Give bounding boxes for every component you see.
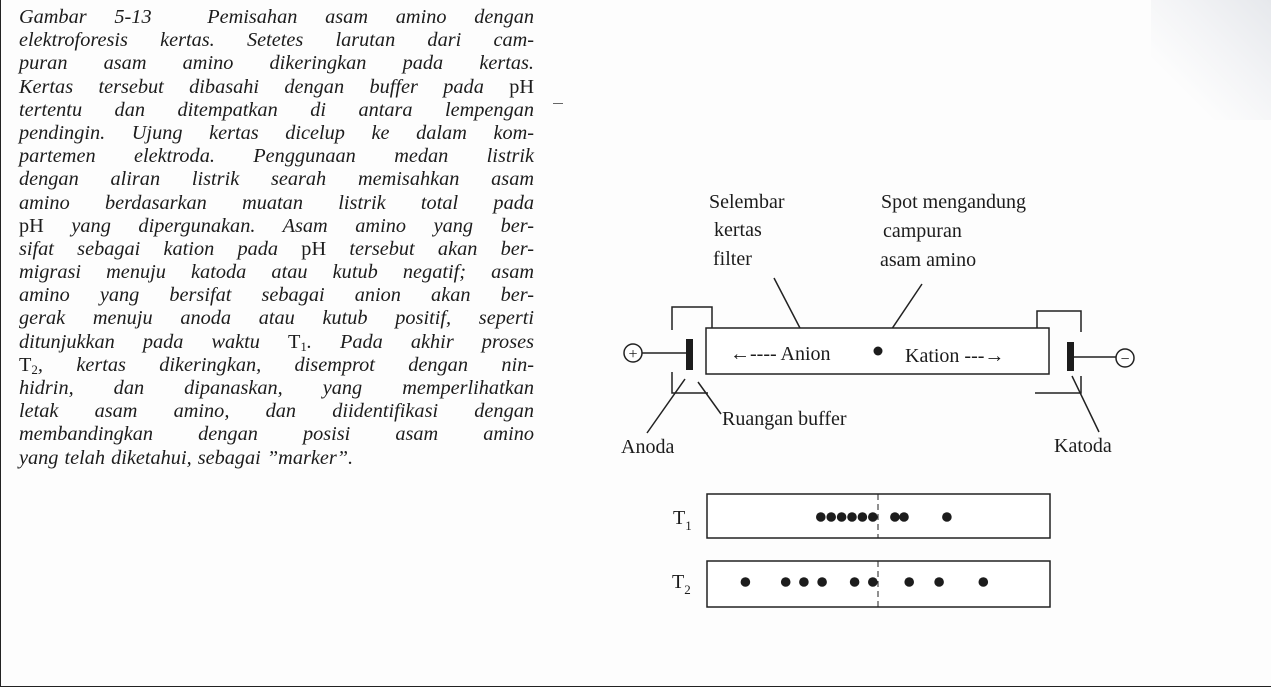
caption-line: dengan aliran listrik searah memisahkan asam xyxy=(19,168,534,191)
strip-t1-spot xyxy=(826,512,836,522)
strip-t1-spot xyxy=(890,512,900,522)
label-spot-line1: Spot mengandung xyxy=(881,191,1026,213)
plus-sign: + xyxy=(628,346,638,363)
sample-spot xyxy=(874,347,883,356)
strip-t2-spot xyxy=(741,577,751,587)
caption-line: Kertas tersebut dibasahi dengan buffer pada pH xyxy=(19,75,535,98)
label-paper-line2: kertas xyxy=(714,219,762,241)
strip-t2-label: $T_2$ xyxy=(672,571,691,597)
strip-t2-spot xyxy=(799,577,809,587)
strip-t1-spot xyxy=(868,512,878,522)
label-spot-line2: campuran xyxy=(883,220,962,242)
caption-line: amino berdasarkan muatan listrik total pada xyxy=(19,191,534,214)
label-paper-line3: filter xyxy=(713,248,752,270)
strip-t1-spot xyxy=(942,512,952,522)
label-katoda: Katoda xyxy=(1054,435,1112,457)
pointer-buffer xyxy=(698,382,721,414)
caption-line: membandingkan dengan posisi asam amino xyxy=(19,423,534,446)
caption-line: $T_2$, kertas dikeringkan, disemprot dengan nin- xyxy=(19,353,534,377)
strip-t2-spot xyxy=(904,577,914,587)
caption-line: letak asam amino, dan diidentifikasi dengan xyxy=(19,400,534,423)
label-buffer: Ruangan buffer xyxy=(722,408,847,430)
label-anoda: Anoda xyxy=(621,436,675,458)
caption-line: sifat sebagai kation pada pH tersebut akan ber- xyxy=(19,237,534,260)
buffer-chamber-right-bottom xyxy=(1035,376,1081,393)
electrophoresis-diagram xyxy=(1,0,1271,686)
strip-t1-spot xyxy=(847,512,857,522)
caption-line: migrasi menuju katoda atau kutub negatif; asam xyxy=(19,261,534,284)
strip-t2-spot xyxy=(979,577,989,587)
caption-line: elektroforesis kertas. Setetes larutan dari cam- xyxy=(19,29,534,52)
minus-sign: − xyxy=(1120,351,1130,368)
label-paper-line1: Selembar xyxy=(709,191,785,213)
anion-arrow-label: ←---- Anion xyxy=(730,343,831,365)
caption-line: tertentu dan ditempatkan di antara lempengan xyxy=(19,98,534,121)
caption-line: pH yang dipergunakan. Asam amino yang ber- xyxy=(19,214,534,237)
pointer-anoda xyxy=(647,379,685,433)
strip-t2-spot xyxy=(781,577,791,587)
caption-line: puran asam amino dikeringkan pada kertas. xyxy=(19,52,534,75)
strip-t2-spot xyxy=(850,577,860,587)
caption-line: partemen elektroda. Penggunaan medan listrik xyxy=(19,145,534,168)
caption-line: ditunjukkan pada waktu $T_1$. Pada akhir proses xyxy=(19,330,534,354)
caption-line: yang telah diketahui, sebagai ”marker”. xyxy=(19,446,354,469)
cathode-plate xyxy=(1067,342,1074,371)
pointer-katoda xyxy=(1072,376,1099,432)
strip-t1-spot xyxy=(837,512,847,522)
pointer-paper xyxy=(774,278,801,330)
strip-t1-spot xyxy=(858,512,868,522)
caption-line: Gambar 5-13 Pemisahan asam amino dengan xyxy=(19,6,534,28)
caption-line: amino yang bersifat sebagai anion akan ber- xyxy=(19,284,534,307)
strip-t1-spot xyxy=(816,512,826,522)
caption-line: gerak menuju anoda atau kutub positif, seperti xyxy=(19,307,534,330)
caption-line: hidrin, dan dipanaskan, yang memperlihatkan xyxy=(19,377,534,399)
strip-t1-spot xyxy=(899,512,909,522)
label-spot-line3: asam amino xyxy=(880,249,977,271)
buffer-chamber-left-top xyxy=(672,307,712,330)
strip-t2-spot xyxy=(868,577,878,587)
anode-plate xyxy=(686,339,693,370)
kation-arrow-label: Kation ---→ xyxy=(905,345,1005,367)
caption-line: pendingin. Ujung kertas dicelup ke dalam kom- xyxy=(19,121,534,144)
strip-t2-spot xyxy=(817,577,827,587)
caption-label: Gambar 5-13 xyxy=(19,6,152,28)
strip-t1-label: $T_1$ xyxy=(673,507,692,533)
strip-t2-spot xyxy=(934,577,944,587)
